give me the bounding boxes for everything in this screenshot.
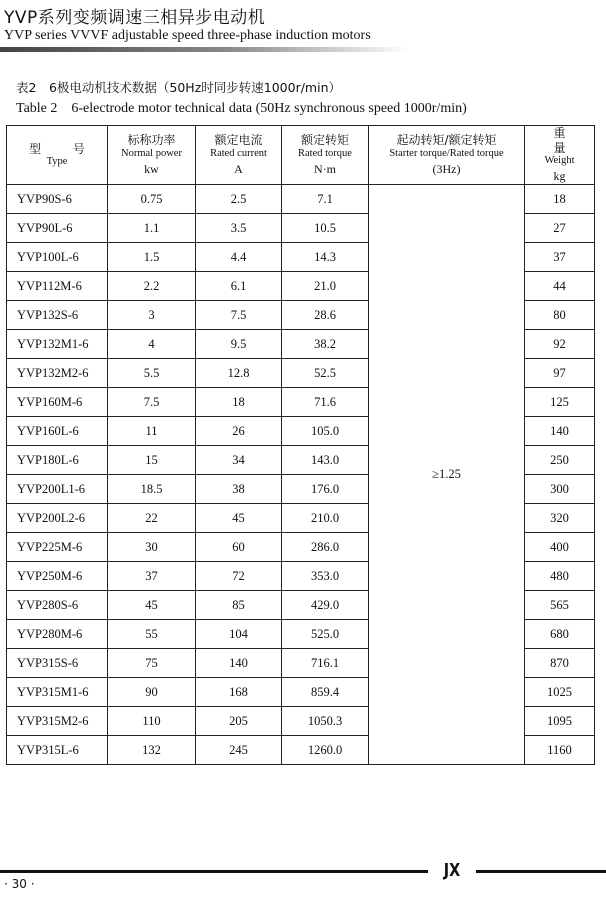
header-torque-zh: 额定转矩 <box>300 133 349 148</box>
footer-divider-right <box>476 870 606 873</box>
cell-weight: 680 <box>525 620 595 649</box>
cell-weight: 44 <box>525 272 595 301</box>
cell-power: 3 <box>108 301 196 330</box>
cell-current: 205 <box>196 707 282 736</box>
cell-torque: 353.0 <box>282 562 369 591</box>
cell-type: YVP132M1-6 <box>7 330 108 359</box>
cell-ratio-merged: ≥1.25 <box>369 185 525 765</box>
cell-current: 245 <box>196 736 282 765</box>
header-current-zh: 额定电流 <box>214 133 263 148</box>
cell-power: 7.5 <box>108 388 196 417</box>
cell-current: 140 <box>196 649 282 678</box>
cell-weight: 125 <box>525 388 595 417</box>
table-caption-en: Table 2 6-electrode motor technical data (50Hz synchronous speed 1000r/min) <box>16 101 467 116</box>
header-weight-unit: kg <box>553 169 566 184</box>
cell-torque: 429.0 <box>282 591 369 620</box>
cell-current: 4.4 <box>196 243 282 272</box>
cell-current: 26 <box>196 417 282 446</box>
cell-current: 38 <box>196 475 282 504</box>
cell-type: YVP132M2-6 <box>7 359 108 388</box>
cell-torque: 14.3 <box>282 243 369 272</box>
cell-torque: 859.4 <box>282 678 369 707</box>
header-ratio-unit: (3Hz) <box>432 162 461 177</box>
cell-type: YVP225M-6 <box>7 533 108 562</box>
cell-power: 11 <box>108 417 196 446</box>
cell-type: YVP200L1-6 <box>7 475 108 504</box>
cell-weight: 565 <box>525 591 595 620</box>
cell-power: 22 <box>108 504 196 533</box>
header-type <box>7 126 108 185</box>
cell-torque: 28.6 <box>282 301 369 330</box>
cell-power: 55 <box>108 620 196 649</box>
header-weight <box>525 126 595 185</box>
cell-torque: 7.1 <box>282 185 369 214</box>
header-current-unit: A <box>234 162 243 177</box>
motor-data-table <box>6 125 595 765</box>
cell-torque: 143.0 <box>282 446 369 475</box>
cell-power: 4 <box>108 330 196 359</box>
cell-type: YVP280M-6 <box>7 620 108 649</box>
cell-current: 85 <box>196 591 282 620</box>
cell-power: 2.2 <box>108 272 196 301</box>
cell-weight: 37 <box>525 243 595 272</box>
cell-power: 1.5 <box>108 243 196 272</box>
cell-weight: 18 <box>525 185 595 214</box>
header-torque <box>282 126 369 185</box>
cell-torque: 21.0 <box>282 272 369 301</box>
table-caption-zh: 表2 6极电动机技术数据（50Hz时同步转速1000r/min） <box>16 80 342 95</box>
cell-torque: 176.0 <box>282 475 369 504</box>
cell-weight: 870 <box>525 649 595 678</box>
cell-power: 90 <box>108 678 196 707</box>
cell-power: 18.5 <box>108 475 196 504</box>
header-torque-unit: N·m <box>314 162 336 177</box>
cell-current: 34 <box>196 446 282 475</box>
cell-torque: 10.5 <box>282 214 369 243</box>
cell-current: 104 <box>196 620 282 649</box>
header-power-en: Normal power <box>121 147 182 159</box>
cell-power: 37 <box>108 562 196 591</box>
cell-power: 45 <box>108 591 196 620</box>
header-power-zh: 标称功率 <box>127 133 176 148</box>
cell-weight: 250 <box>525 446 595 475</box>
cell-type: YVP315L-6 <box>7 736 108 765</box>
cell-current: 18 <box>196 388 282 417</box>
cell-current: 72 <box>196 562 282 591</box>
cell-torque: 716.1 <box>282 649 369 678</box>
cell-type: YVP160L-6 <box>7 417 108 446</box>
cell-weight: 1025 <box>525 678 595 707</box>
cell-torque: 105.0 <box>282 417 369 446</box>
cell-torque: 210.0 <box>282 504 369 533</box>
cell-current: 3.5 <box>196 214 282 243</box>
header-torque-en: Rated torque <box>298 147 352 159</box>
cell-weight: 140 <box>525 417 595 446</box>
cell-torque: 71.6 <box>282 388 369 417</box>
cell-type: YVP315S-6 <box>7 649 108 678</box>
footer-divider-left <box>0 870 428 873</box>
page-number: · 30 · <box>4 877 35 891</box>
header-power-unit: kw <box>144 162 159 177</box>
cell-type: YVP112M-6 <box>7 272 108 301</box>
cell-current: 168 <box>196 678 282 707</box>
cell-current: 6.1 <box>196 272 282 301</box>
header-ratio <box>369 126 525 185</box>
cell-power: 5.5 <box>108 359 196 388</box>
cell-weight: 80 <box>525 301 595 330</box>
cell-weight: 97 <box>525 359 595 388</box>
cell-weight: 320 <box>525 504 595 533</box>
cell-power: 1.1 <box>108 214 196 243</box>
cell-type: YVP315M2-6 <box>7 707 108 736</box>
cell-weight: 27 <box>525 214 595 243</box>
header-type-zh: 型 号 <box>29 141 99 156</box>
cell-weight: 1095 <box>525 707 595 736</box>
cell-current: 45 <box>196 504 282 533</box>
cell-current: 2.5 <box>196 185 282 214</box>
header-power <box>108 126 196 185</box>
header-ratio-zh: 起动转矩/额定转矩 <box>396 133 497 148</box>
table-header-row <box>7 126 595 185</box>
header-weight-en: Weight <box>544 154 575 166</box>
header-divider <box>0 47 410 52</box>
cell-weight: 92 <box>525 330 595 359</box>
cell-weight: 480 <box>525 562 595 591</box>
header-current-en: Rated current <box>210 147 267 159</box>
header-type-en: Type <box>46 155 68 167</box>
cell-torque: 286.0 <box>282 533 369 562</box>
cell-type: YVP100L-6 <box>7 243 108 272</box>
header-ratio-en: Starter torque/Rated torque <box>389 147 504 159</box>
cell-power: 110 <box>108 707 196 736</box>
cell-type: YVP90L-6 <box>7 214 108 243</box>
cell-type: YVP132S-6 <box>7 301 108 330</box>
cell-power: 132 <box>108 736 196 765</box>
cell-weight: 300 <box>525 475 595 504</box>
cell-type: YVP90S-6 <box>7 185 108 214</box>
cell-torque: 1050.3 <box>282 707 369 736</box>
cell-type: YVP160M-6 <box>7 388 108 417</box>
cell-type: YVP280S-6 <box>7 591 108 620</box>
page-title-zh: YVP系列变频调速三相异步电动机 <box>4 8 266 28</box>
page-title-en: YVP series VVVF adjustable speed three-phase induction motors <box>4 28 371 43</box>
cell-type: YVP315M1-6 <box>7 678 108 707</box>
cell-weight: 400 <box>525 533 595 562</box>
cell-type: YVP180L-6 <box>7 446 108 475</box>
cell-current: 60 <box>196 533 282 562</box>
cell-power: 15 <box>108 446 196 475</box>
cell-current: 9.5 <box>196 330 282 359</box>
company-logo: JX <box>443 860 461 881</box>
cell-weight: 1160 <box>525 736 595 765</box>
cell-power: 0.75 <box>108 185 196 214</box>
cell-current: 12.8 <box>196 359 282 388</box>
header-weight-zh: 重 量 <box>553 126 580 155</box>
cell-power: 30 <box>108 533 196 562</box>
table-row <box>7 185 595 214</box>
cell-torque: 52.5 <box>282 359 369 388</box>
cell-current: 7.5 <box>196 301 282 330</box>
cell-power: 75 <box>108 649 196 678</box>
cell-torque: 1260.0 <box>282 736 369 765</box>
cell-type: YVP200L2-6 <box>7 504 108 533</box>
cell-torque: 525.0 <box>282 620 369 649</box>
header-current <box>196 126 282 185</box>
cell-type: YVP250M-6 <box>7 562 108 591</box>
cell-torque: 38.2 <box>282 330 369 359</box>
